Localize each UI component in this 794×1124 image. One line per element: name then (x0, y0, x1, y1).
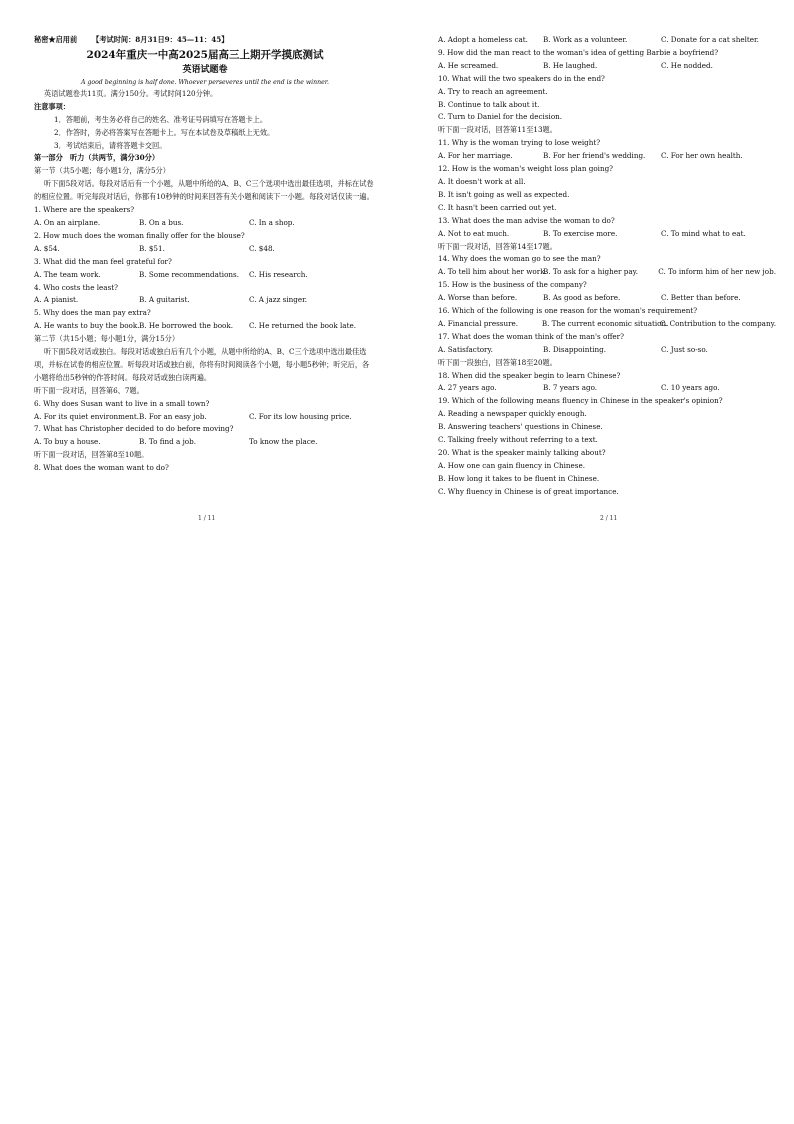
question-text: 13. What does the man advise the woman to do? (438, 215, 615, 225)
option-b: B. 7 years ago. (543, 383, 598, 393)
option-a: A. Adopt a homeless cat. (438, 35, 528, 44)
lead-text: 听下面一段对话，回答第6、7题。 (34, 385, 144, 395)
section1-title: 第一节（共5小题；每小题1分，满分5分） (34, 166, 170, 176)
options-row (438, 150, 776, 163)
options-row (438, 382, 776, 395)
options-row (34, 294, 376, 307)
options-row (34, 269, 376, 282)
lead-text: 听下面一段独白，回答第18至20题。 (438, 357, 557, 367)
option-b: B. For an easy job. (139, 411, 207, 421)
header-line (34, 34, 376, 47)
options-row (438, 60, 776, 73)
question-text: 20. What is the speaker mainly talking about? (438, 448, 606, 457)
option-c: C. $48. (249, 243, 275, 253)
question-text: 9. How did the man react to the woman's idea of getting Barbie a boyfriend? (438, 47, 719, 57)
option-b: B. The current economic situation. (541, 318, 669, 328)
question-text: 15. How is the business of the company? (438, 280, 587, 290)
option-b: B. Work as a volunteer. (543, 35, 628, 44)
note-item: 1．答题前，考生务必将自己的姓名、准考证号码填写在答题卡上。 (54, 114, 268, 124)
question-text: 17. What does the woman think of the man's offer? (438, 331, 624, 341)
option-c: C. Just so-so. (661, 344, 708, 354)
option-c: C. 10 years ago. (661, 383, 720, 393)
left-column (34, 34, 376, 475)
section2-title: 第二节（共15小题；每小题1分，满分15分） (34, 334, 180, 344)
option-c: C. To mind what to eat. (661, 228, 746, 238)
option-c: C. His research. (249, 269, 308, 279)
answer-option: C. It hasn't been carried out yet. (438, 202, 557, 212)
answer-option: A. It doesn't work at all. (438, 176, 526, 186)
answer-option: A. How one can gain fluency in Chinese. (438, 460, 586, 470)
option-a: A. $54. (34, 243, 60, 253)
option-a: A. To buy a house. (34, 437, 101, 447)
question-text: 14. Why does the woman go to see the man? (438, 254, 601, 264)
answer-option: C. Why fluency in Chinese is of great importance. (438, 486, 619, 496)
option-a: A. A pianist. (34, 295, 79, 305)
part1-title: 第一部分 听力（共两节，满分30分） (34, 153, 160, 163)
page-number-left: 1 / 11 (198, 515, 216, 522)
options-row (34, 320, 376, 333)
question-text: 1. Where are the speakers? (34, 205, 135, 215)
option-c: To know the place. (249, 437, 318, 447)
option-a: A. Financial pressure. (438, 318, 519, 328)
option-a: A. He screamed. (438, 60, 499, 70)
option-a: A. On an airplane. (34, 217, 101, 227)
secret-label: 秘密★启用前 (34, 35, 78, 44)
options-row (438, 344, 776, 357)
question-text: 16. Which of the following is one reason for the woman's requirement? (438, 306, 698, 316)
option-c: C. Contribution to the company. (659, 318, 776, 328)
note-item: 2．作答时，务必将答案写在答题卡上。写在本试卷及草稿纸上无效。 (54, 127, 275, 137)
answer-option: B. How long it takes to be fluent in Chinese. (438, 473, 600, 483)
question-text: 5. Why does the man pay extra? (34, 308, 151, 318)
option-c: C. To inform him of her new job. (658, 267, 776, 277)
answer-option: C. Talking freely without referring to a text. (438, 435, 598, 445)
option-a: A. The team work. (34, 269, 101, 279)
question-text: 19. Which of the following means fluency in Chinese in the speaker's opinion? (438, 396, 723, 406)
option-b: B. Disappointing. (543, 344, 607, 354)
option-a: A. To tell him about her work. (438, 267, 547, 277)
exam-time: 【考试时间：8月31日9：45—11：45】 (92, 35, 229, 44)
section1-instructions: 听下面5段对话。每段对话后有一个小题，从题中所给的A、B、C三个选项中选出最佳选项，并标在试卷的相应位置。听完每段对话后，你都有10秒钟的时间来回答有关小题和阅读下一小题。每段对话仅读一遍。 (34, 179, 374, 202)
options-row (438, 34, 776, 47)
question-text: 12. How is the woman's weight loss plan going? (438, 164, 614, 174)
option-b: B. $51. (139, 243, 165, 253)
option-c: C. Better than before. (661, 293, 741, 303)
option-b: B. Some recommendations. (139, 269, 240, 279)
lead-text: 听下面一段对话，回答第11至13题。 (438, 125, 557, 135)
option-a: A. Satisfactory. (438, 344, 493, 354)
question-text: 8. What does the woman want to do? (34, 463, 169, 473)
answer-option: B. It isn't going as well as expected. (438, 189, 570, 199)
option-c: C. In a shop. (249, 217, 295, 227)
question-text: 7. What has Christopher decided to do before moving? (34, 424, 234, 434)
option-b: B. To find a job. (139, 437, 197, 447)
exam-title: 2024年重庆一中高2025届高三上期开学摸底测试 (86, 48, 324, 61)
page-number-right: 2 / 11 (600, 515, 618, 522)
option-b: B. To exercise more. (543, 228, 618, 238)
option-b: B. For her friend's wedding. (543, 151, 646, 161)
answer-option: B. Answering teachers' questions in Chinese. (438, 422, 603, 432)
question-text: 3. What did the man feel grateful for? (34, 256, 172, 266)
option-a: A. For its quiet environment. (34, 411, 140, 421)
option-a: A. For her marriage. (438, 151, 513, 161)
question-text: 11. Why is the woman trying to lose weight? (438, 138, 601, 148)
options-row (34, 217, 376, 230)
left-questions-2 (34, 385, 376, 450)
option-b: B. A guitarist. (139, 295, 190, 305)
question-text: 18. When did the speaker begin to learn Chinese? (438, 370, 621, 380)
answer-option: B. Continue to talk about it. (438, 99, 540, 109)
answer-option: A. Reading a newspaper quickly enough. (438, 409, 587, 419)
question-text: 10. What will the two speakers do in the end? (438, 73, 605, 83)
question-text: 4. Who costs the least? (34, 282, 118, 292)
answer-option: A. Try to reach an agreement. (438, 86, 548, 96)
option-c: C. For her own health. (661, 151, 743, 161)
option-b: B. As good as before. (543, 293, 621, 303)
note-item: 3．考试结束后，请将答题卡交回。 (54, 140, 167, 150)
option-b: B. To ask for a higher pay. (543, 267, 638, 277)
right-questions (438, 34, 776, 499)
options-row (34, 411, 376, 424)
option-b: B. He laughed. (543, 60, 598, 70)
option-b: B. He borrowed the book. (139, 321, 234, 331)
exam-info: 英语试题卷共11页。满分150分。考试时间120分钟。 (44, 88, 218, 98)
exam-subtitle: 英语试题卷 (182, 64, 228, 75)
question-text: 2. How much does the woman finally offer for the blouse? (34, 230, 245, 240)
question-text: 6. Why does Susan want to live in a small town? (34, 398, 210, 408)
lead-text: 听下面一段对话，回答第8至10题。 (34, 450, 149, 460)
notes-title: 注意事项： (34, 101, 70, 111)
options-row (34, 436, 376, 449)
lead-text: 听下面一段对话，回答第14至17题。 (438, 241, 557, 251)
option-c: C. He returned the book late. (249, 321, 356, 331)
option-a: A. Worse than before. (438, 293, 518, 303)
option-c: C. A jazz singer. (249, 295, 308, 305)
option-c: C. He nodded. (661, 60, 713, 70)
right-column (438, 34, 776, 499)
options-row (438, 318, 776, 331)
options-row (34, 243, 376, 256)
left-questions (34, 204, 376, 333)
options-row (438, 228, 776, 241)
options-row (438, 266, 776, 279)
option-a: A. 27 years ago. (438, 383, 497, 393)
options-row (438, 292, 776, 305)
option-c: C. For its low housing price. (249, 411, 352, 421)
option-a: A. He wants to buy the book. (34, 321, 140, 331)
option-c: C. Donate for a cat shelter. (661, 35, 759, 44)
option-a: A. Not to eat much. (438, 228, 510, 238)
section2-instructions: 听下面5段对话或独白。每段对话或独白后有几个小题，从题中所给的A、B、C三个选项中选出最佳选项，并标在试卷的相应位置。听每段对话或独白前，你将有时间阅读各个小题，每小题5秒钟；听完后，各小题将给出5秒钟的作答时间。每段对话或独白读两遍。 (34, 347, 370, 382)
option-b: B. On a bus. (139, 217, 184, 227)
motto: A good beginning is half done. Whoever perseveres until the end is the winner. (80, 78, 330, 86)
answer-option: C. Turn to Daniel for the decision. (438, 112, 563, 122)
